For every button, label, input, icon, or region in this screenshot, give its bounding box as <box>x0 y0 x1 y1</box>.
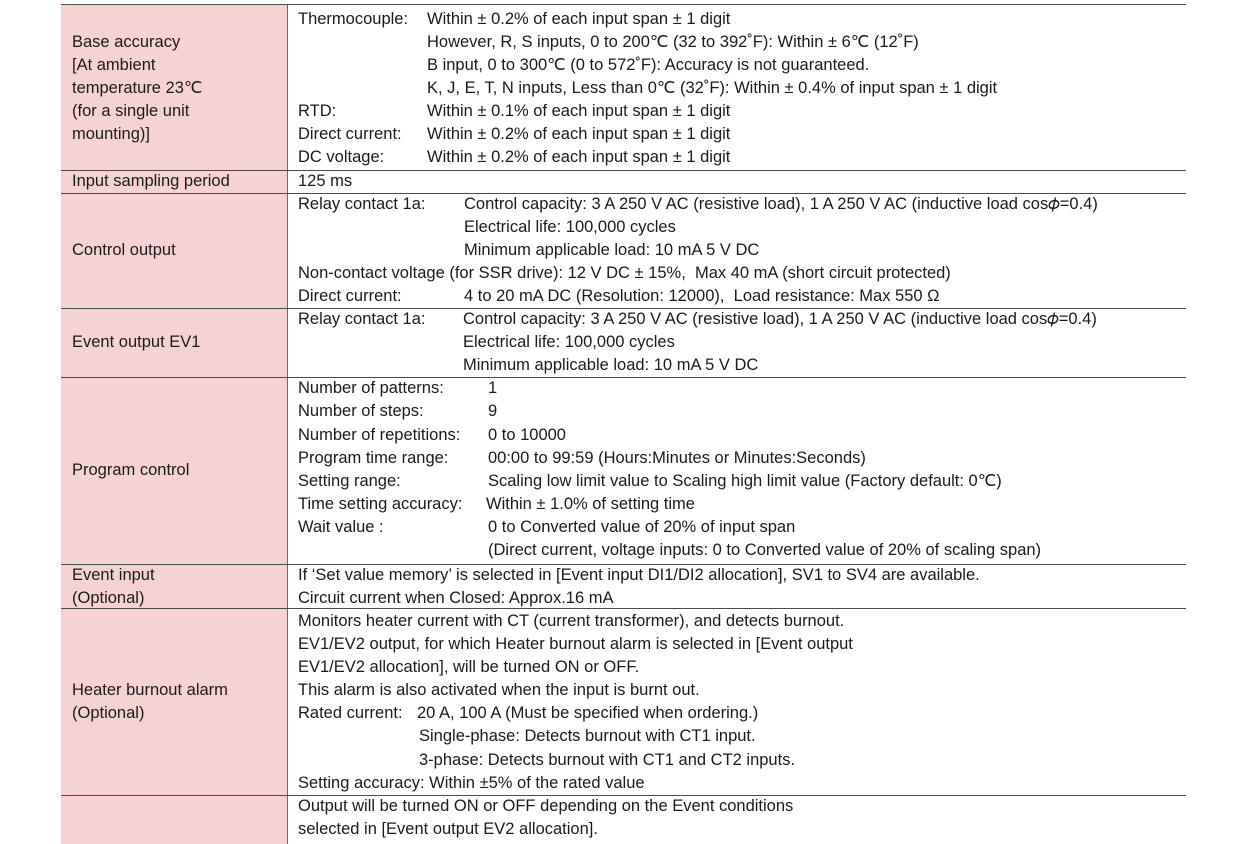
row-divider <box>61 4 1186 5</box>
spec-key: Program time range: <box>298 449 449 467</box>
spec-key: RTD: <box>298 102 337 120</box>
spec-value: 20 A, 100 A (Must be specified when ordering.) <box>417 704 759 722</box>
spec-value: K, J, E, T, N inputs, Less than 0℃ (32˚F): Within ± 0.4% of input span ± 1 digit <box>427 79 998 97</box>
spec-key: Relay contact 1a: <box>298 195 426 213</box>
spec-value: EV1/EV2 output, for which Heater burnout alarm is selected in [Event output <box>298 635 853 653</box>
spec-key: Thermocouple: <box>298 10 409 28</box>
spec-key: Wait value : <box>298 518 384 536</box>
spec-value: Control capacity: 3 A 250 V AC (resistive load), 1 A 250 V AC (inductive load cos𝜙=0.4) <box>463 310 1097 328</box>
row-label: [At ambient <box>72 56 156 74</box>
spec-value: 00:00 to 99:59 (Hours:Minutes or Minutes:Seconds) <box>488 449 866 467</box>
spec-value: Non-contact voltage (for SSR drive): 12 V DC ± 15%, Max 40 mA (short circuit protected) <box>298 264 951 282</box>
spec-key: Number of repetitions: <box>298 426 461 444</box>
spec-key: Direct current: <box>298 125 402 143</box>
spec-value: Single-phase: Detects burnout with CT1 input. <box>419 727 756 745</box>
spec-key: Relay contact 1a: <box>298 310 426 328</box>
spec-key: Time setting accuracy: <box>298 495 463 513</box>
row-label: temperature 23℃ <box>72 79 203 97</box>
spec-value: However, R, S inputs, 0 to 200℃ (32 to 392˚F): Within ± 6℃ (12˚F) <box>427 33 919 51</box>
row-label: Heater burnout alarm <box>72 681 228 699</box>
spec-key: Number of steps: <box>298 402 424 420</box>
spec-value: 125 ms <box>298 172 353 190</box>
spec-value: Output will be turned ON or OFF depending on the Event conditions <box>298 797 794 815</box>
row-label: Control output <box>72 241 176 259</box>
spec-key: Number of patterns: <box>298 379 444 397</box>
spec-value: Electrical life: 100,000 cycles <box>464 218 676 236</box>
spec-value: Within ± 0.2% of each input span ± 1 digit <box>427 148 731 166</box>
row-label: Event output EV1 <box>72 333 201 351</box>
spec-value: EV1/EV2 allocation], will be turned ON or OFF. <box>298 658 640 676</box>
row-divider <box>61 377 1186 378</box>
spec-key: Rated current: <box>298 704 403 722</box>
spec-value: Scaling low limit value to Scaling high limit value (Factory default: 0℃) <box>488 472 1002 490</box>
spec-key: DC voltage: <box>298 148 385 166</box>
row-label: Base accuracy <box>72 33 181 51</box>
spec-value: 3-phase: Detects burnout with CT1 and CT2 inputs. <box>419 751 796 769</box>
spec-value: selected in [Event output EV2 allocation]. <box>298 820 598 838</box>
spec-value: Within ± 0.2% of each input span ± 1 digit <box>427 125 731 143</box>
spec-value: Within ± 1.0% of setting time <box>486 495 695 513</box>
spec-value: Electrical life: 100,000 cycles <box>463 333 675 351</box>
spec-value: Minimum applicable load: 10 mA 5 V DC <box>464 241 760 259</box>
spec-value: This alarm is also activated when the input is burnt out. <box>298 681 700 699</box>
spec-value: Setting accuracy: Within ±5% of the rated value <box>298 774 645 792</box>
spec-value: Monitors heater current with CT (current transformer), and detects burnout. <box>298 612 845 630</box>
spec-key: Setting range: <box>298 472 401 490</box>
spec-value: Control capacity: 3 A 250 V AC (resistive load), 1 A 250 V AC (inductive load cos𝜙=0.4) <box>464 195 1098 213</box>
spec-value: (Direct current, voltage inputs: 0 to Converted value of 20% of scaling span) <box>488 541 1042 559</box>
spec-value: 0 to 10000 <box>488 426 566 444</box>
spec-value: If ‘Set value memory’ is selected in [Event input DI1/DI2 allocation], SV1 to SV4 are available. <box>298 566 980 584</box>
row-divider <box>61 608 1186 609</box>
spec-value: Within ± 0.2% of each input span ± 1 digit <box>427 10 731 28</box>
row-label: (Optional) <box>72 704 145 722</box>
spec-value: Within ± 0.1% of each input span ± 1 digit <box>427 102 731 120</box>
row-label: Program control <box>72 461 190 479</box>
spec-value: 9 <box>488 402 498 420</box>
spec-value: Minimum applicable load: 10 mA 5 V DC <box>463 356 759 374</box>
specification-table <box>61 4 1186 844</box>
spec-key: Direct current: <box>298 287 402 305</box>
row-label: Input sampling period <box>72 172 230 190</box>
row-label: (Optional) <box>72 589 145 607</box>
row-label: (for a single unit <box>72 102 190 120</box>
spec-value: B input, 0 to 300℃ (0 to 572˚F): Accuracy is not guaranteed. <box>427 56 870 74</box>
spec-value: Circuit current when Closed: Approx.16 mA <box>298 589 614 607</box>
spec-value: 0 to Converted value of 20% of input span <box>488 518 796 536</box>
row-label: Event input <box>72 566 155 584</box>
spec-value: 4 to 20 mA DC (Resolution: 12000), Load resistance: Max 550 Ω <box>464 287 940 305</box>
spec-value: 1 <box>488 379 498 397</box>
row-label: mounting)] <box>72 125 150 143</box>
